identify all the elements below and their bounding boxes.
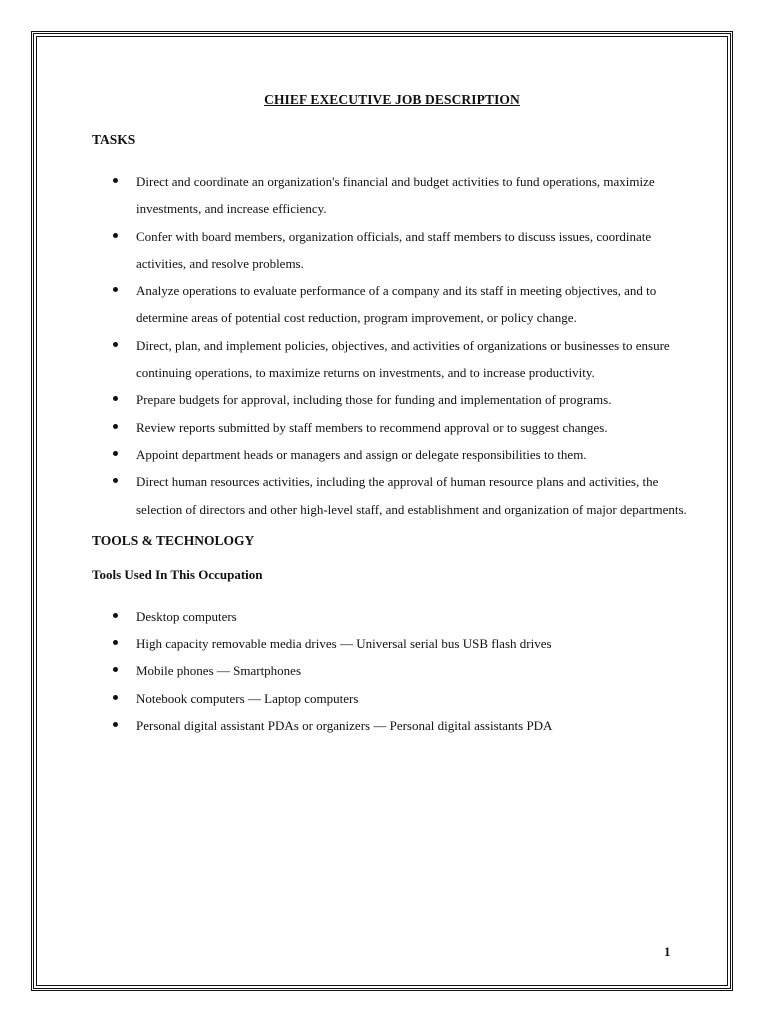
list-item (92, 603, 692, 630)
tool-text: Personal digital assistant PDAs or organizers — Personal digital assistants PDA (136, 718, 553, 734)
tools-technology-heading: TOOLS & TECHNOLOGY (92, 532, 255, 548)
list-item (92, 630, 692, 657)
bullet-icon (113, 233, 118, 238)
list-item (92, 223, 692, 278)
bullet-icon (113, 342, 118, 347)
bullet-icon (113, 695, 118, 700)
list-item (92, 657, 692, 684)
bullet-icon (113, 287, 118, 292)
bullet-icon (113, 396, 118, 401)
document-title: CHIEF EXECUTIVE JOB DESCRIPTION (264, 92, 520, 107)
tools-list (92, 603, 692, 739)
list-item (92, 277, 692, 332)
task-text: Review reports submitted by staff members to recommend approval or to suggest changes. (136, 419, 608, 435)
task-text: Direct, plan, and implement policies, objectives, and activities of organizations or businesses to ensure continuing operations, to maximize returns on investments, and to increase productivity. (136, 337, 670, 381)
tool-text: Notebook computers — Laptop computers (136, 690, 359, 706)
bullet-icon (113, 478, 118, 483)
tool-text: Desktop computers (136, 608, 237, 624)
bullet-icon (113, 613, 118, 618)
bullet-icon (113, 640, 118, 645)
page-number: 1 (664, 944, 671, 959)
bullet-icon (113, 424, 118, 429)
list-item (92, 441, 692, 468)
list-item (92, 414, 692, 441)
bullet-icon (113, 178, 118, 183)
task-text: Direct human resources activities, including the approval of human resource plans and activities, the selection of directors and other high-level staff, and establishment and organization of major departments. (136, 474, 687, 517)
list-item (92, 386, 692, 413)
task-text: Prepare budgets for approval, including those for funding and implementation of programs. (136, 392, 612, 408)
list-item (92, 685, 692, 712)
bullet-icon (113, 451, 118, 456)
task-text: Analyze operations to evaluate performance of a company and its staff in meeting objectives, and to determine areas of potential cost reduction, program improvement, or policy change. (136, 283, 657, 326)
bullet-icon (113, 722, 118, 727)
list-item (92, 332, 692, 387)
list-item (92, 712, 692, 739)
list-item (92, 468, 692, 523)
document-body (92, 92, 692, 749)
task-text: Appoint department heads or managers and assign or delegate responsibilities to them. (136, 446, 587, 462)
tool-text: High capacity removable media drives — Universal serial bus USB flash drives (136, 636, 552, 652)
tools-subheading: Tools Used In This Occupation (92, 566, 263, 582)
list-item (92, 168, 692, 223)
tasks-heading: TASKS (92, 132, 136, 147)
bullet-icon (113, 667, 118, 672)
task-text: Direct and coordinate an organization's financial and budget activities to fund operations, maximize investments, and increase efficiency. (136, 174, 655, 217)
tasks-list (92, 168, 692, 523)
tool-text: Mobile phones — Smartphones (136, 663, 302, 679)
task-text: Confer with board members, organization officials, and staff members to discuss issues, coordinate activities, and resolve problems. (136, 228, 652, 271)
